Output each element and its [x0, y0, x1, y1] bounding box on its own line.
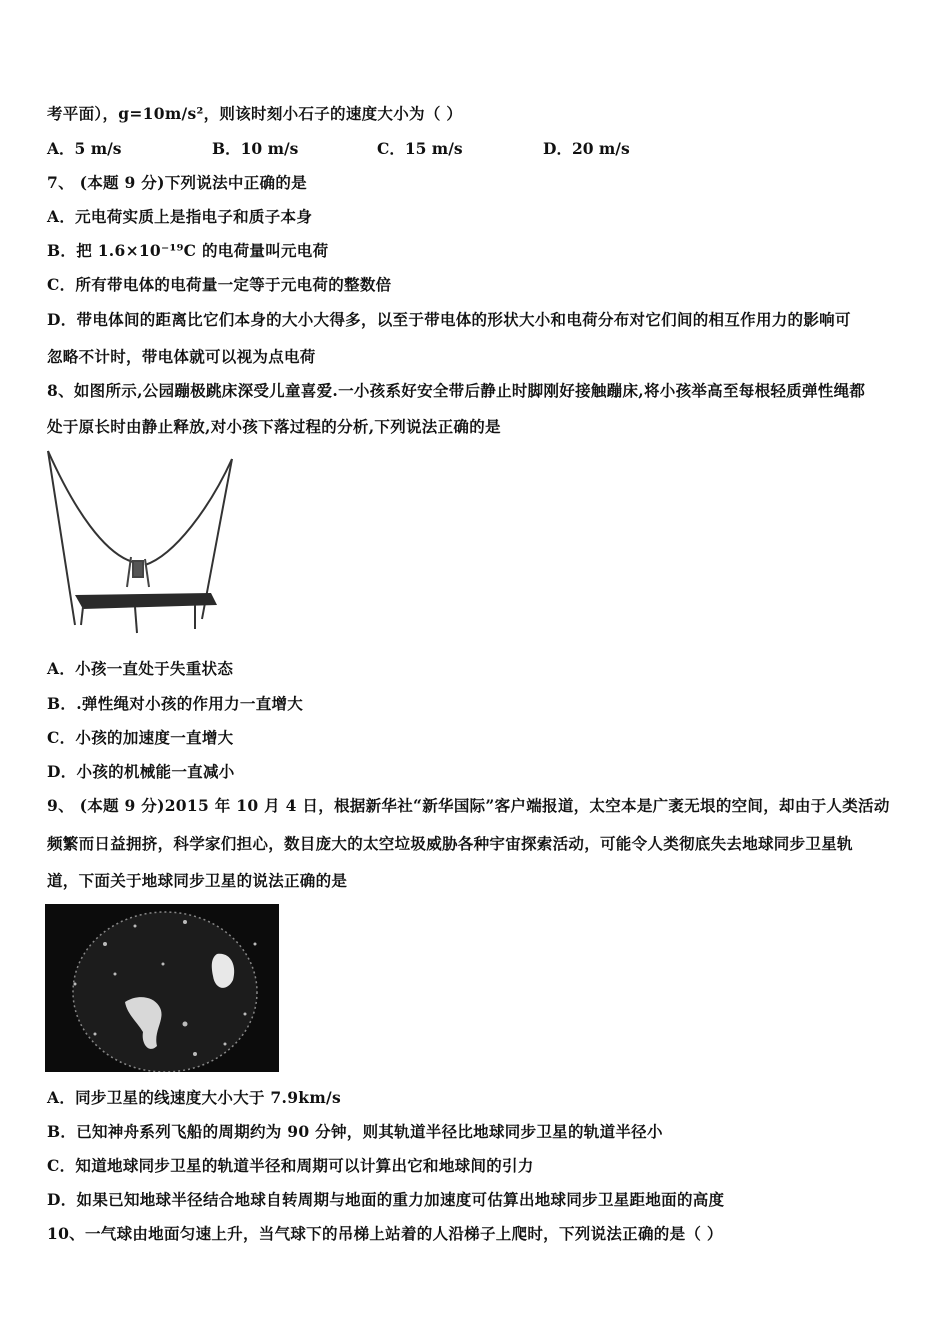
- q7-option-d-cont: 忽略不计时，带电体就可以视为点电荷: [47, 347, 316, 366]
- q9-option-a: A．同步卫星的线速度大小大于 7.9km/s: [47, 1088, 342, 1107]
- q8-option-a: A．小孩一直处于失重状态: [47, 659, 234, 678]
- q8-option-d: D．小孩的机械能一直减小: [47, 762, 235, 781]
- q8-option-b: B．.弹性绳对小孩的作用力一直增大: [47, 694, 304, 713]
- q9-option-b: B．已知神舟系列飞船的周期约为 90 分钟，则其轨道半径比地球同步卫星的轨道半径小: [47, 1122, 663, 1141]
- q6-stem-tail: 考平面），g=10m/s²，则该时刻小石子的速度大小为（ ）: [47, 104, 463, 123]
- earth-globe: [73, 912, 257, 1072]
- left-rope: [48, 451, 137, 563]
- q7-option-d: D．带电体间的距离比它们本身的大小大得多，以至于带电体的形状大小和电荷分布对它们间的相互作用力的影响可: [47, 310, 851, 329]
- q6-options: [47, 137, 907, 159]
- q8-option-c: C．小孩的加速度一直增大: [47, 728, 234, 747]
- q9-stem-line-2: 频繁而日益拥挤，科学家们担心，数目庞大的太空垃圾威胁各种宇宙探索活动，可能令人类彻底失去地球同步卫星轨: [47, 834, 853, 853]
- q7-option-b: B．把 1.6×10⁻¹⁹C 的电荷量叫元电荷: [47, 241, 329, 260]
- earth-debris-figure: [45, 904, 279, 1072]
- q6-option-b: B．10 m/s: [212, 139, 299, 158]
- q6-option-a: A．5 m/s: [47, 139, 122, 158]
- q9-option-c: C．知道地球同步卫星的轨道半径和周期可以计算出它和地球间的引力: [47, 1156, 534, 1175]
- trampoline-figure: [45, 447, 237, 643]
- q7-stem: 7、 (本题 9 分)下列说法中正确的是: [47, 173, 307, 192]
- q7-option-c: C．所有带电体的电荷量一定等于元电荷的整数倍: [47, 275, 392, 294]
- q10-stem: 10、一气球由地面匀速上升，当气球下的吊梯上站着的人沿梯子上爬时，下列说法正确的是（ ）: [47, 1224, 723, 1243]
- q9-option-d: D．如果已知地球半径结合地球自转周期与地面的重力加速度可估算出地球同步卫星距地面的高度: [47, 1190, 725, 1209]
- harness: [133, 561, 143, 577]
- q8-stem-line-1: 8、如图所示,公园蹦极跳床深受儿童喜爱.一小孩系好安全带后静止时脚刚好接触蹦床,将小孩举高至每根轻质弹性绳都: [47, 381, 866, 400]
- q6-option-d: D．20 m/s: [543, 139, 630, 158]
- q7-option-a: A．元电荷实质上是指电子和质子本身: [47, 207, 313, 226]
- q9-stem-line-1: 9、 (本题 9 分)2015 年 10 月 4 日，根据新华社“新华国际”客户端报道，太空本是广袤无垠的空间，却由于人类活动: [47, 796, 890, 815]
- q8-stem-line-2: 处于原长时由静止释放,对小孩下落过程的分析,下列说法正确的是: [47, 417, 501, 436]
- q6-option-c: C．15 m/s: [377, 139, 463, 158]
- q9-stem-line-3: 道，下面关于地球同步卫星的说法正确的是: [47, 871, 348, 890]
- right-rope: [145, 459, 232, 565]
